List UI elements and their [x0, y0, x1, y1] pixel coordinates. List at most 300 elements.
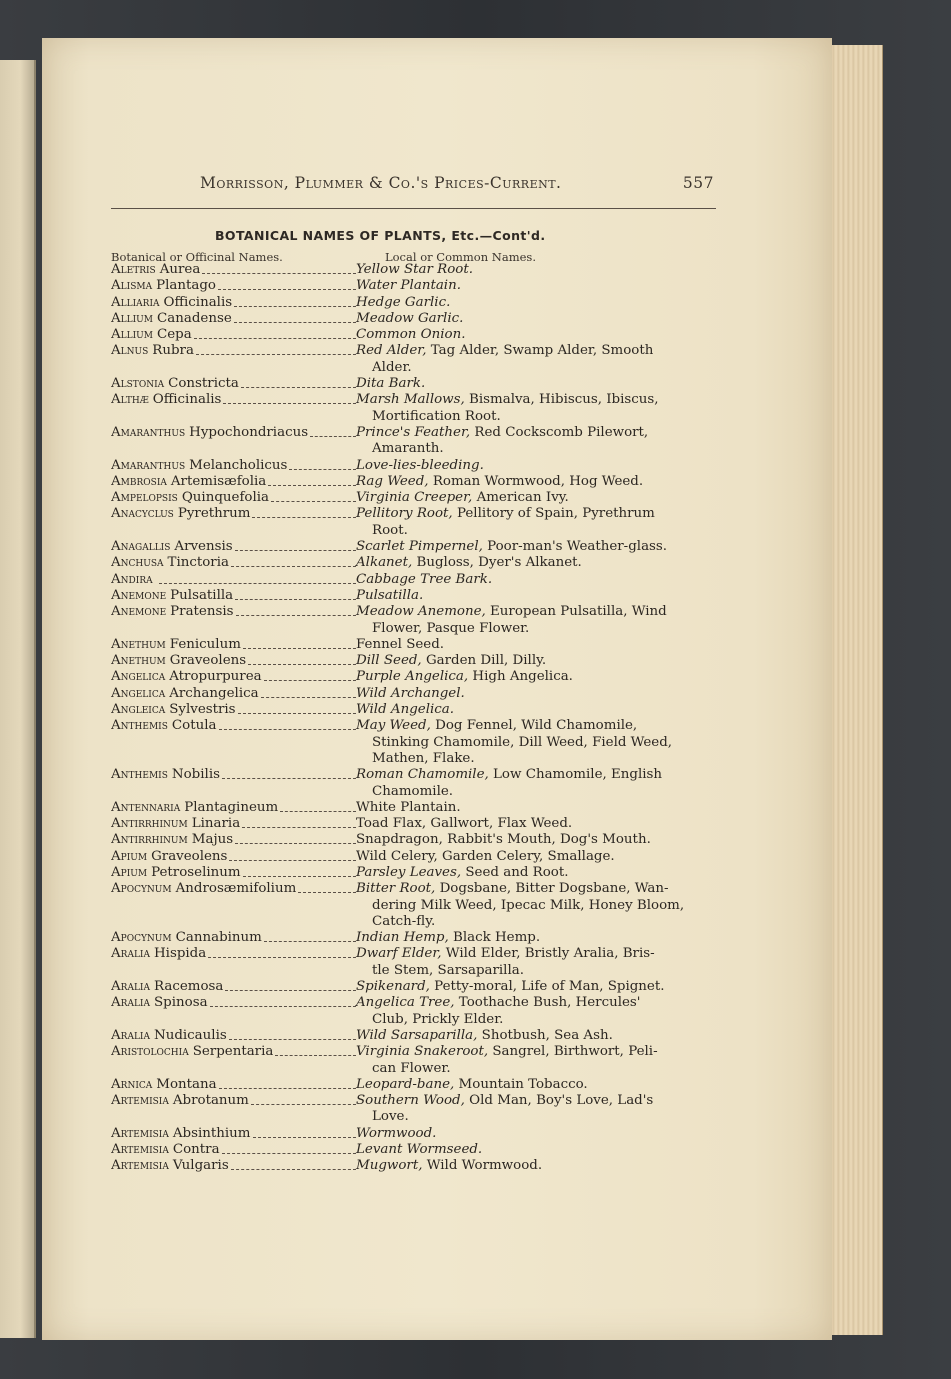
- common-name-continuation: Love.: [372, 1109, 409, 1125]
- list-item: [111, 278, 721, 294]
- common-name: [356, 262, 721, 278]
- common-name-italic: Rag Weed,: [356, 473, 429, 489]
- list-item: [111, 392, 721, 425]
- list-item: [111, 311, 721, 327]
- botanical-name: [111, 588, 356, 604]
- list-item: [111, 1028, 721, 1044]
- common-name-continuation: Alder.: [372, 359, 412, 375]
- species: Vulgaris: [172, 1158, 229, 1174]
- common-name-rest: Bismalva, Hibiscus, Ibiscus,: [464, 392, 659, 408]
- common-name-rest: Wild Elder, Bristly Aralia, Bris-: [441, 946, 655, 962]
- genus: Apium: [111, 864, 148, 880]
- botanical-name: [111, 995, 356, 1011]
- column-header-common: Local or Common Names.: [385, 250, 536, 264]
- species: Racemosa: [153, 979, 224, 995]
- common-name-italic: Wild Angelica.: [356, 702, 455, 718]
- common-name-rest: Fennel Seed.: [356, 636, 445, 652]
- list-item: [111, 686, 721, 702]
- genus: Anacyclus: [111, 506, 174, 522]
- botanical-name: [111, 979, 356, 995]
- dot-leader: [229, 1029, 356, 1040]
- dot-leader: [275, 1045, 356, 1056]
- species: Plantagineum: [184, 799, 279, 815]
- species: Archangelica: [169, 685, 259, 701]
- common-name-rest: Pellitory of Spain, Pyrethrum: [452, 506, 655, 522]
- common-name: [356, 604, 721, 637]
- genus: Allium: [111, 310, 153, 326]
- common-name-italic: Virginia Creeper,: [356, 490, 473, 506]
- dot-leader: [210, 996, 356, 1007]
- botanical-name: [111, 930, 356, 946]
- botanical-name: [111, 881, 356, 897]
- dot-leader: [222, 768, 356, 779]
- common-name-italic: Pellitory Root,: [356, 506, 453, 522]
- common-name-continuation: Flower, Pasque Flower.: [372, 620, 530, 636]
- botanical-name: [111, 506, 356, 522]
- list-item: [111, 458, 721, 474]
- botanical-name: [111, 1028, 356, 1044]
- list-item: [111, 816, 721, 832]
- dot-leader: [202, 263, 356, 274]
- genus: Anemone: [111, 587, 167, 603]
- list-item: [111, 767, 721, 800]
- common-name: [356, 832, 721, 848]
- species: Hypochondriacus: [189, 424, 309, 440]
- dot-leader: [243, 638, 356, 649]
- list-item: [111, 1077, 721, 1093]
- common-name-rest: Snapdragon, Rabbit's Mouth, Dog's Mouth.: [356, 832, 651, 848]
- dot-leader: [208, 947, 356, 958]
- species: Officinalis: [163, 294, 233, 310]
- common-name: [356, 1158, 721, 1174]
- genus: Alnus: [111, 343, 149, 359]
- species: Petroselinum: [151, 864, 241, 880]
- common-name-rest: Mountain Tobacco.: [454, 1076, 588, 1092]
- common-name-rest: Toothache Bush, Hercules': [454, 995, 641, 1011]
- common-name-continuation: dering Milk Weed, Ipecac Milk, Honey Bloom, Catch-fly.: [372, 897, 685, 929]
- common-name: [356, 1142, 721, 1158]
- common-name-italic: Spikenard,: [356, 979, 430, 995]
- list-item: [111, 881, 721, 930]
- common-name-italic: Purple Angelica,: [356, 669, 469, 685]
- common-name-italic: Water Plantain.: [356, 278, 461, 294]
- common-name-rest: Tag Alder, Swamp Alder, Smooth: [426, 343, 654, 359]
- common-name-italic: Marsh Mallows,: [356, 392, 465, 408]
- common-name: [356, 653, 721, 669]
- common-name-continuation: Club, Prickly Elder.: [372, 1011, 504, 1027]
- species: Nobilis: [171, 767, 220, 783]
- common-name-italic: Hedge Garlic.: [356, 294, 451, 310]
- botanical-name: [111, 262, 356, 278]
- genus: Alliaria: [111, 294, 160, 310]
- botanical-name: [111, 946, 356, 962]
- botanical-name: [111, 539, 356, 555]
- list-item: [111, 669, 721, 685]
- species: Cannabinum: [175, 930, 262, 946]
- common-name-italic: Wild Archangel.: [356, 685, 465, 701]
- genus: Anethum: [111, 653, 166, 669]
- common-name-rest: American Ivy.: [472, 490, 569, 506]
- genus: Antennaria: [111, 799, 181, 815]
- left-page-edge: [0, 60, 36, 1338]
- genus: Anthemis: [111, 718, 168, 734]
- common-name-italic: Alkanet,: [356, 555, 413, 571]
- botanical-name: [111, 669, 356, 685]
- list-item: [111, 588, 721, 604]
- common-name-rest: Toad Flax, Gallwort, Flax Weed.: [356, 816, 573, 832]
- common-name-continuation: can Flower.: [372, 1060, 451, 1076]
- botanical-name: [111, 686, 356, 702]
- common-name: [356, 1028, 721, 1044]
- dot-leader: [268, 475, 356, 486]
- species: Linaria: [191, 816, 241, 832]
- list-item: [111, 506, 721, 539]
- common-name-italic: Pulsatilla.: [356, 587, 424, 603]
- species: Serpentaria: [192, 1044, 274, 1060]
- list-item: [111, 604, 721, 637]
- common-name-rest: Garden Dill, Dilly.: [421, 653, 547, 669]
- list-item: [111, 490, 721, 506]
- species: Spinosa: [153, 995, 208, 1011]
- botanical-name: [111, 458, 356, 474]
- common-name-continuation: Amaranth.: [372, 441, 444, 457]
- genus: Anthemis: [111, 767, 168, 783]
- list-item: [111, 295, 721, 311]
- list-item: [111, 849, 721, 865]
- common-name-rest: Dog Fennel, Wild Chamomile,: [430, 718, 638, 734]
- list-item: [111, 865, 721, 881]
- page-number: 557: [682, 174, 714, 192]
- header-rule: [111, 208, 716, 209]
- common-name: [356, 1044, 721, 1077]
- species: Pyrethrum: [177, 506, 251, 522]
- botanical-name: [111, 865, 356, 881]
- botanical-name: [111, 637, 356, 653]
- botanical-name: [111, 425, 356, 441]
- genus: Artemisia: [111, 1158, 169, 1174]
- column-header-botanical: Botanical or Officinal Names.: [111, 250, 283, 264]
- common-name-italic: Virginia Snakeroot,: [356, 1044, 489, 1060]
- genus: Artemisia: [111, 1142, 169, 1158]
- genus: Amaranthus: [111, 424, 186, 440]
- common-name-italic: Leopard-bane,: [356, 1076, 455, 1092]
- dot-leader: [236, 605, 356, 616]
- genus: Allium: [111, 327, 153, 343]
- species: Montana: [156, 1076, 217, 1092]
- botanical-name: [111, 1126, 356, 1142]
- species: Arvensis: [174, 539, 233, 555]
- common-name-continuation: Root.: [372, 522, 408, 538]
- common-name: [356, 343, 721, 376]
- dot-leader: [242, 817, 356, 828]
- species: Cotula: [171, 718, 217, 734]
- common-name: [356, 637, 721, 653]
- common-name-italic: Yellow Star Root.: [356, 262, 473, 277]
- botanical-name: [111, 1158, 356, 1174]
- common-name-italic: Cabbage Tree Bark.: [356, 571, 493, 587]
- botanical-name: [111, 572, 356, 588]
- genus: Amaranthus: [111, 457, 186, 473]
- dot-leader: [271, 491, 356, 502]
- botanical-name: [111, 474, 356, 490]
- botanical-name: [111, 767, 356, 783]
- genus: Ambrosia: [111, 473, 167, 489]
- common-name-italic: Parsley Leaves,: [356, 864, 462, 880]
- dot-leader: [243, 866, 356, 877]
- common-name: [356, 572, 721, 588]
- common-name: [356, 555, 721, 571]
- common-name-italic: Angelica Tree,: [356, 995, 455, 1011]
- entries-list: [111, 262, 721, 1175]
- common-name-italic: Prince's Feather,: [356, 424, 471, 440]
- genus: Aralia: [111, 979, 150, 995]
- species: Pulsatilla: [170, 587, 234, 603]
- common-name: [356, 588, 721, 604]
- common-name-rest: Low Chamomile, English: [488, 767, 663, 783]
- species: Abrotanum: [172, 1093, 249, 1109]
- list-item: [111, 718, 721, 767]
- genus: Ampelopsis: [111, 490, 178, 506]
- common-name: [356, 849, 721, 865]
- common-name: [356, 800, 721, 816]
- list-item: [111, 1093, 721, 1126]
- species: Melancholicus: [189, 457, 288, 473]
- common-name-continuation: Chamomile.: [372, 783, 454, 799]
- species: Rubra: [152, 343, 194, 359]
- botanical-name: [111, 718, 356, 734]
- common-name-italic: Bitter Root,: [356, 881, 436, 897]
- dot-leader: [310, 426, 356, 437]
- common-name: [356, 995, 721, 1028]
- common-name: [356, 669, 721, 685]
- genus: Althæ: [111, 392, 149, 408]
- common-name-rest: Seed and Root.: [461, 864, 569, 880]
- species: Atropurpurea: [169, 669, 262, 685]
- genus: Apocynum: [111, 930, 172, 946]
- common-name-rest: Old Man, Boy's Love, Lad's: [464, 1093, 654, 1109]
- common-name: [356, 1126, 721, 1142]
- dot-leader: [219, 1078, 356, 1089]
- common-name: [356, 767, 721, 800]
- species: Canadense: [156, 310, 232, 326]
- dot-leader: [264, 931, 356, 942]
- common-name: [356, 930, 721, 946]
- dot-leader: [251, 1094, 356, 1105]
- list-item: [111, 1126, 721, 1142]
- species: Contra: [172, 1142, 220, 1158]
- list-item: [111, 637, 721, 653]
- list-item: [111, 832, 721, 848]
- genus: Alstonia: [111, 376, 165, 392]
- common-name: [356, 1093, 721, 1126]
- botanical-name: [111, 343, 356, 359]
- botanical-name: [111, 832, 356, 848]
- botanical-name: [111, 849, 356, 865]
- common-name-italic: Meadow Garlic.: [356, 310, 464, 326]
- genus: Angelica: [111, 685, 166, 701]
- species: Officinalis: [152, 392, 222, 408]
- list-item: [111, 930, 721, 946]
- genus: Anagallis: [111, 539, 171, 555]
- species: Pratensis: [170, 604, 234, 620]
- species: Graveolens: [169, 653, 247, 669]
- species: Sylvestris: [169, 702, 236, 718]
- botanical-name: [111, 1077, 356, 1093]
- common-name-rest: Petty-moral, Life of Man, Spignet.: [429, 979, 665, 995]
- botanical-name: [111, 816, 356, 832]
- common-name-rest: Roman Wormwood, Hog Weed.: [428, 473, 644, 489]
- species: Majus: [191, 832, 234, 848]
- botanical-name: [111, 376, 356, 392]
- list-item: [111, 572, 721, 588]
- genus: Aralia: [111, 995, 150, 1011]
- common-name: [356, 865, 721, 881]
- common-name-italic: Indian Hemp,: [356, 930, 449, 946]
- common-name: [356, 425, 721, 458]
- botanical-name: [111, 1093, 356, 1109]
- list-item: [111, 425, 721, 458]
- genus: Artemisia: [111, 1125, 169, 1141]
- common-name: [356, 458, 721, 474]
- dot-leader: [261, 687, 356, 698]
- list-item: [111, 946, 721, 979]
- common-name: [356, 881, 721, 930]
- common-name-rest: Sangrel, Birthwort, Peli-: [488, 1044, 658, 1060]
- common-name: [356, 718, 721, 767]
- dot-leader: [222, 1143, 356, 1154]
- species: Androsæmifolium: [175, 881, 297, 897]
- common-name: [356, 278, 721, 294]
- common-name: [356, 376, 721, 392]
- genus: Antirrhinum: [111, 832, 188, 848]
- species: Tinctoria: [167, 555, 229, 571]
- dot-leader: [298, 882, 356, 893]
- dot-leader: [219, 719, 357, 730]
- dot-leader: [196, 344, 356, 355]
- dot-leader: [253, 1127, 357, 1138]
- botanical-name: [111, 653, 356, 669]
- common-name-rest: Wild Celery, Garden Celery, Smallage.: [356, 848, 615, 864]
- dot-leader: [235, 589, 356, 600]
- botanical-name: [111, 490, 356, 506]
- common-name: [356, 539, 721, 555]
- species: Aurea: [159, 262, 201, 277]
- dot-leader: [264, 670, 356, 681]
- dot-leader: [252, 507, 356, 518]
- dot-leader: [223, 393, 356, 404]
- common-name-italic: May Weed,: [356, 718, 431, 734]
- species: Cepa: [156, 327, 192, 343]
- dot-leader: [234, 296, 356, 307]
- common-name-continuation: tle Stem, Sarsaparilla.: [372, 962, 524, 978]
- common-name: [356, 702, 721, 718]
- common-name-italic: Love-lies-bleeding.: [356, 457, 484, 473]
- botanical-name: [111, 311, 356, 327]
- common-name-italic: Wild Sarsaparilla,: [356, 1027, 478, 1043]
- species: Constricta: [168, 376, 239, 392]
- common-name-italic: Red Alder,: [356, 343, 427, 359]
- common-name: [356, 979, 721, 995]
- common-name-rest: Dogsbane, Bitter Dogsbane, Wan-: [435, 881, 669, 897]
- genus: Anethum: [111, 636, 166, 652]
- botanical-name: [111, 604, 356, 620]
- list-item: [111, 327, 721, 343]
- dot-leader: [280, 801, 356, 812]
- common-name: [356, 474, 721, 490]
- species: Artemisæfolia: [170, 473, 267, 489]
- genus: Arnica: [111, 1076, 153, 1092]
- common-name: [356, 490, 721, 506]
- species: Quinquefolia: [181, 490, 270, 506]
- list-item: [111, 376, 721, 392]
- genus: Apium: [111, 848, 148, 864]
- list-item: [111, 262, 721, 278]
- dot-leader: [241, 377, 356, 388]
- botanical-name: [111, 1044, 356, 1060]
- species: Nudicaulis: [153, 1027, 227, 1043]
- genus: Aralia: [111, 946, 150, 962]
- running-head: [200, 174, 720, 198]
- dot-leader: [235, 540, 356, 551]
- common-name-rest: Shotbush, Sea Ash.: [477, 1027, 613, 1043]
- dot-leader: [194, 328, 356, 339]
- dot-leader: [248, 654, 356, 665]
- botanical-name: [111, 278, 356, 294]
- list-item: [111, 653, 721, 669]
- running-title: Morrisson, Plummer & Co.'s Prices-Current.: [200, 174, 562, 192]
- common-name: [356, 506, 721, 539]
- common-name: [356, 686, 721, 702]
- common-name-italic: Meadow Anemone,: [356, 604, 486, 620]
- dot-leader: [229, 850, 356, 861]
- common-name-italic: Southern Wood,: [356, 1093, 465, 1109]
- botanical-name: [111, 800, 356, 816]
- common-name-italic: Wormwood.: [356, 1125, 437, 1141]
- common-name: [356, 295, 721, 311]
- species: Feniculum: [169, 636, 241, 652]
- common-name-rest: Bugloss, Dyer's Alkanet.: [412, 555, 582, 571]
- common-name-italic: Common Onion.: [356, 327, 466, 343]
- botanical-name: [111, 1142, 356, 1158]
- botanical-name: [111, 555, 356, 571]
- species: Graveolens: [151, 848, 228, 864]
- genus: Andira: [111, 571, 153, 587]
- list-item: [111, 1158, 721, 1174]
- common-name-continuation: Mortification Root.: [372, 408, 501, 424]
- common-name-continuation: Stinking Chamomile, Dill Weed, Field Weed, Mathen, Flake.: [372, 734, 673, 766]
- common-name-rest: Poor-man's Weather-glass.: [482, 539, 668, 555]
- genus: Alisma: [111, 278, 153, 294]
- dot-leader: [218, 279, 356, 290]
- genus: Aletris: [111, 262, 156, 277]
- list-item: [111, 979, 721, 995]
- dot-leader: [231, 1159, 356, 1170]
- common-name-rest: White Plantain.: [356, 799, 461, 815]
- dot-leader: [235, 833, 356, 844]
- dot-leader: [231, 556, 356, 567]
- common-name: [356, 1077, 721, 1093]
- common-name-rest: High Angelica.: [468, 669, 573, 685]
- list-item: [111, 995, 721, 1028]
- botanical-name: [111, 702, 356, 718]
- section-title: BOTANICAL NAMES OF PLANTS, Etc.—Cont'd.: [215, 228, 546, 243]
- dot-leader: [159, 573, 356, 584]
- species: Absinthium: [172, 1125, 251, 1141]
- botanical-name: [111, 295, 356, 311]
- list-item: [111, 555, 721, 571]
- dot-leader: [289, 459, 356, 470]
- dot-leader: [238, 703, 356, 714]
